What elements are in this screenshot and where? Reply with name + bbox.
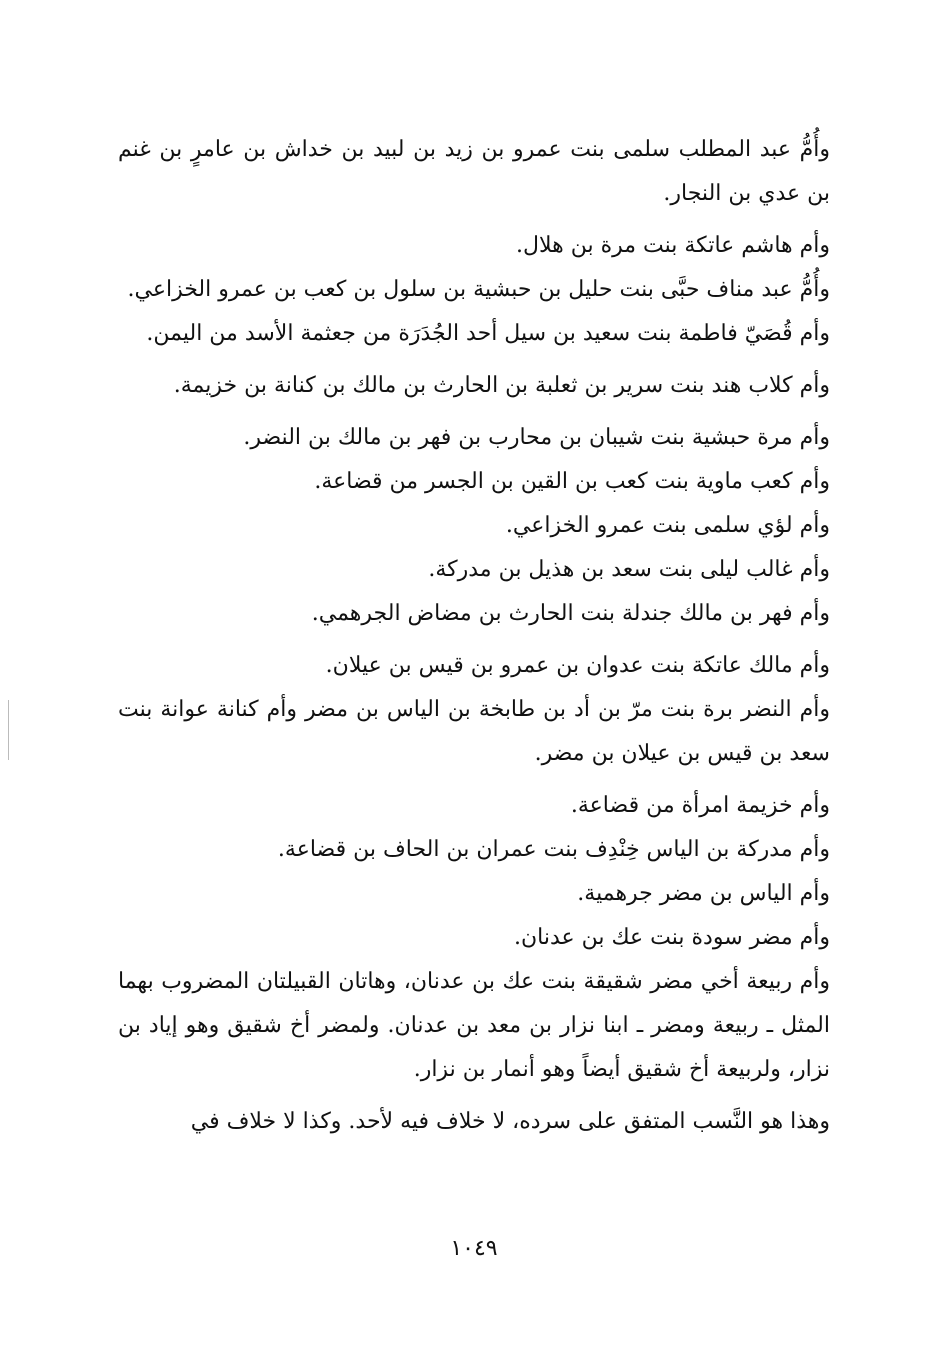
paragraph-hashim-mother: وأم هاشم عاتكة بنت مرة بن هلال. — [516, 233, 830, 258]
body-text — [118, 128, 830, 1144]
paragraph-ilyas-mother: وأم الياس بن مضر جرهمية. — [577, 881, 830, 906]
paragraph-qusay-mother: وأم قُصَيّ فاطمة بنت سعيد بن سيل أحد الجُدَرَة من جعثمة الأسد من اليمن. — [146, 321, 830, 346]
paragraph-mudrika-mother: وأم مدركة بن الياس خِنْدِف بنت عمران بن الحاف بن قضاعة. — [277, 837, 830, 862]
page-number: ١٠٤٩ — [450, 1236, 498, 1261]
margin-scan-mark — [8, 700, 9, 760]
paragraph-khuzayma-mother: وأم خزيمة امرأة من قضاعة. — [570, 793, 830, 818]
paragraph-ghalib-mother: وأم غالب ليلى بنت سعد بن هذيل بن مدركة. — [428, 557, 830, 582]
paragraph-abd-al-muttalib-mother: وأُمُّ عبد المطلب سلمى بنت عمرو بن زيد بن لبيد بن خداش بن عامرٍ بن غنم بن عدي بن النجار. — [118, 137, 830, 206]
paragraph-mudar-mother: وأم مضر سودة بنت عك بن عدنان. — [514, 925, 830, 950]
paragraph-murra-mother: وأم مرة حبشية بنت شيبان بن محارب بن فهر بن مالك بن النضر. — [243, 425, 830, 450]
paragraph-kilab-mother: وأم كلاب هند بنت سرير بن ثعلبة بن الحارث بن مالك بن كنانة بن خزيمة. — [173, 373, 830, 398]
paragraph-luay-mother: وأم لؤي سلمى بنت عمرو الخزاعي. — [505, 513, 830, 538]
paragraph-fihr-mother: وأم فهر بن مالك جندلة بنت الحارث بن مضاض الجرهمي. — [311, 601, 830, 626]
paragraph-nadr-mother: وأم النضر برة بنت مرّ بن أد بن طابخة بن الياس بن مضر وأم كنانة عوانة بنت سعد بن قيس بن عيلان بن مضر. — [118, 697, 830, 766]
paragraph-rabia-mother: وأم ربيعة أخي مضر شقيقة بنت عك بن عدنان، وهاتان القبيلتان المضروب بهما المثل ـ ربيعة ومضر ـ ابنا نزار بن معد بن عدنان. ولمضر أخ شقيق وهو إياد بن نزار، ولربيعة أخ شقيق أيضاً وهو أنمار بن نزار. — [118, 969, 830, 1082]
paragraph-kaab-mother: وأم كعب ماوية بنت كعب بن القين بن الجسر من قضاعة. — [314, 469, 830, 494]
paragraph-abd-manaf-mother: وأُمُّ عبد مناف حبَّى بنت حليل بن حبشية بن سلول بن كعب بن عمرو الخزاعي. — [127, 277, 830, 302]
paragraph-malik-mother: وأم مالك عاتكة بنت عدوان بن عمرو بن قيس بن عيلان. — [325, 653, 830, 678]
paragraph-closing-statement: وهذا هو النَّسب المتفق على سرده، لا خلاف فيه لأحد. وكذا لا خلاف في — [190, 1109, 830, 1134]
